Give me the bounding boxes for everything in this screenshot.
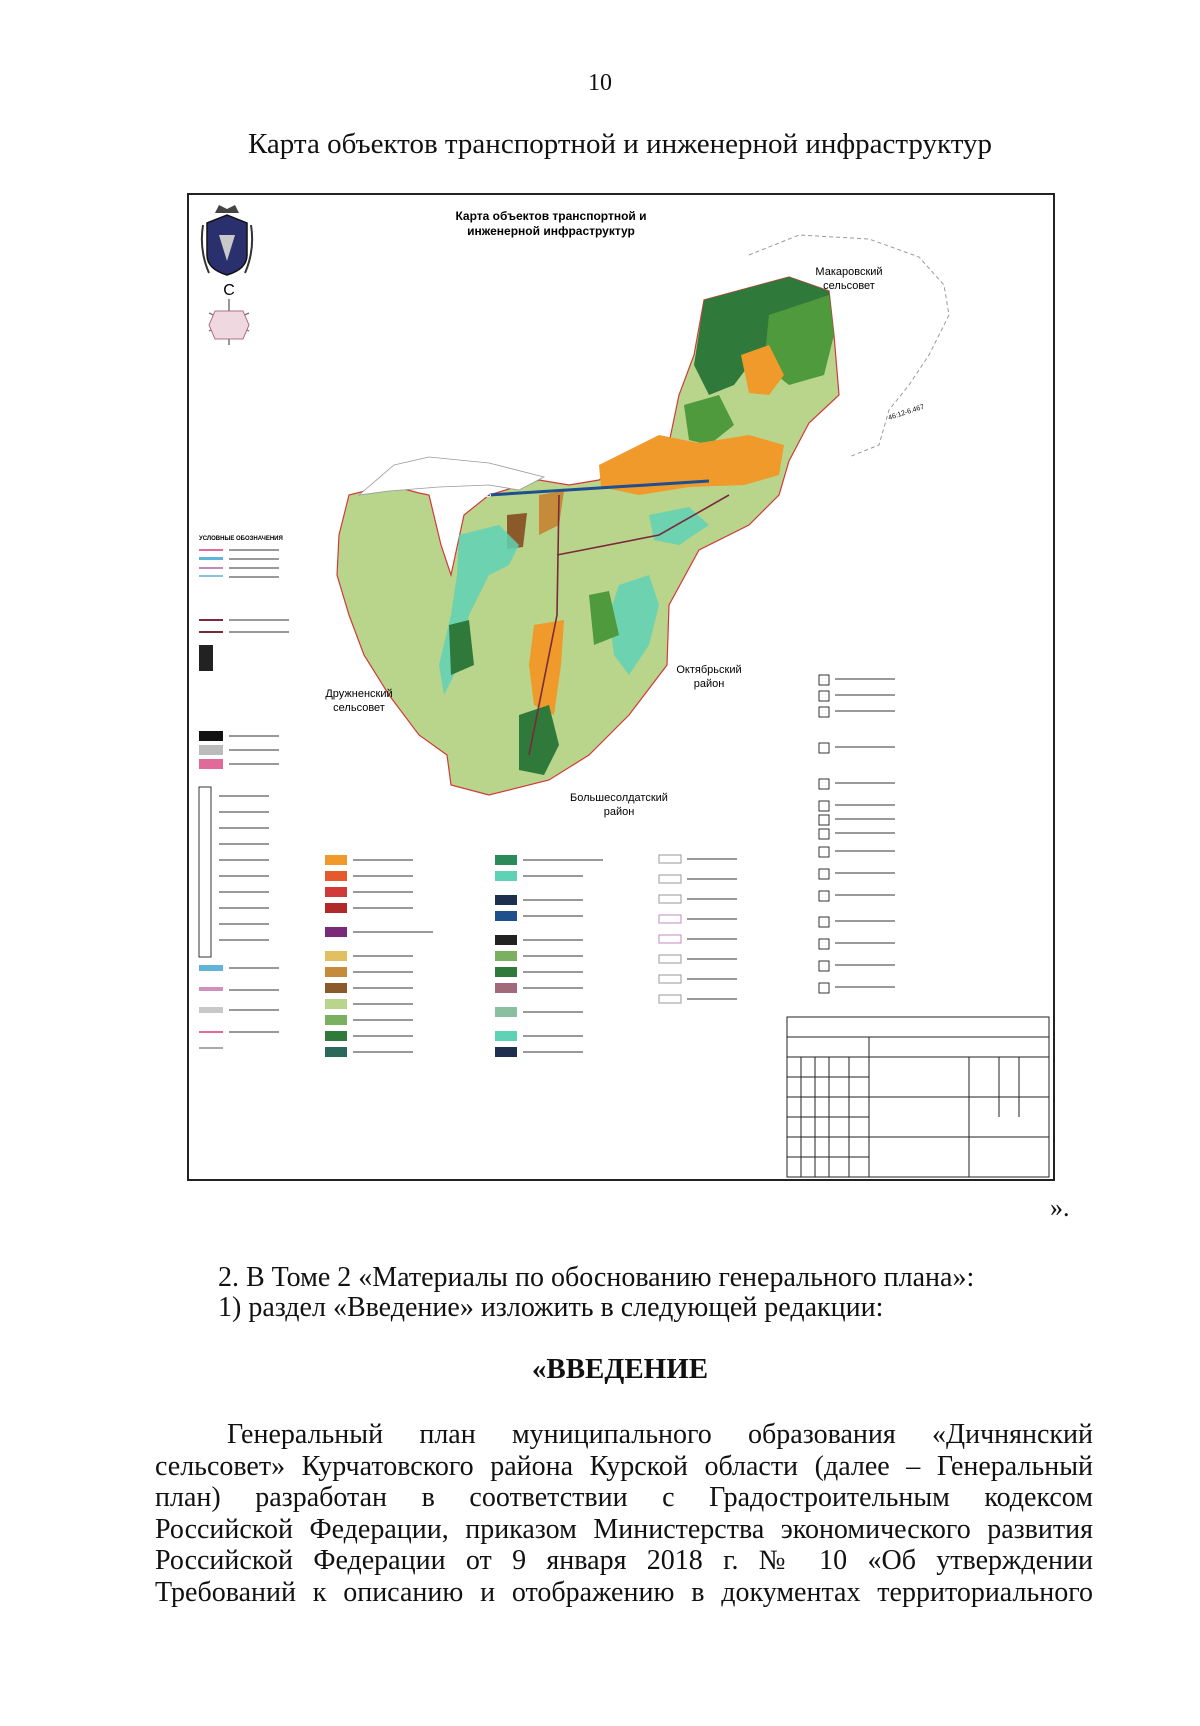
map-canvas xyxy=(189,195,1053,1179)
north-arrow-icon xyxy=(209,282,249,345)
label-druzhnensky-1: Дружненский xyxy=(325,688,393,700)
map-figure xyxy=(187,193,1055,1181)
intro-paragraph xyxy=(155,1419,1093,1608)
legend-title: УСЛОВНЫЕ ОБОЗНАЧЕНИЯ xyxy=(199,536,283,542)
label-bolshesoldatsky-2: район xyxy=(603,806,635,818)
paragraph-line: Генеральный план муниципального образования «Дичнянский xyxy=(227,1419,1093,1450)
label-oktyabrsky-2: район xyxy=(693,678,725,690)
label-makarovsky-1: Макаровский xyxy=(815,266,883,278)
item-2-1-text: 1) раздел «Введение» изложить в следующей редакции: xyxy=(218,1292,884,1323)
section-title: «ВВЕДЕНИЕ xyxy=(531,1353,709,1385)
legend-zones-2 xyxy=(495,855,603,1057)
map-title-line1: Карта объектов транспортной и xyxy=(455,209,647,223)
item-2-text: 2. В Томе 2 «Материалы по обоснованию генерального плана»: xyxy=(218,1262,975,1293)
map-title-line2: инженерной инфраструктур xyxy=(467,224,635,238)
label-druzhnensky-2: сельсовет xyxy=(333,702,385,714)
map-heading: Карта объектов транспортной и инженерной инфраструктур xyxy=(247,128,993,160)
legend-left xyxy=(199,536,289,1049)
label-makarovsky-2: сельсовет xyxy=(823,280,875,292)
label-bolshesoldatsky-1: Большесолдатский xyxy=(570,792,668,804)
paragraph-line: план) разработан в соответствии с Градостроительным кодексом xyxy=(155,1482,1093,1513)
legend-zones-1 xyxy=(325,855,433,1057)
title-block-stamp xyxy=(787,1017,1049,1177)
page-number: 10 xyxy=(588,70,612,96)
closing-quote: ». xyxy=(1050,1193,1070,1222)
paragraph-line: Российской Федерации, приказом Министерства экономического развития xyxy=(155,1513,1093,1545)
paragraph-line: Российской Федерации от 9 января 2018 г. № 10 «Об утверждении xyxy=(155,1545,1093,1576)
paragraph-line: Требований к описанию и отображению в документах территориального xyxy=(155,1576,1093,1608)
legend-zones-3 xyxy=(659,855,737,1003)
label-oktyabrsky-1: Октябрьский xyxy=(676,664,742,676)
label-kurchatov: г. Курчатов xyxy=(436,488,492,500)
legend-right xyxy=(819,675,895,993)
coat-of-arms-emblem xyxy=(202,205,252,275)
paragraph-line: сельсовет» Курчатовского района Курской области (далее – Генеральный xyxy=(155,1450,1093,1482)
north-letter: С xyxy=(223,282,235,299)
label-cadastral: 46:12-6.467 xyxy=(887,403,926,422)
